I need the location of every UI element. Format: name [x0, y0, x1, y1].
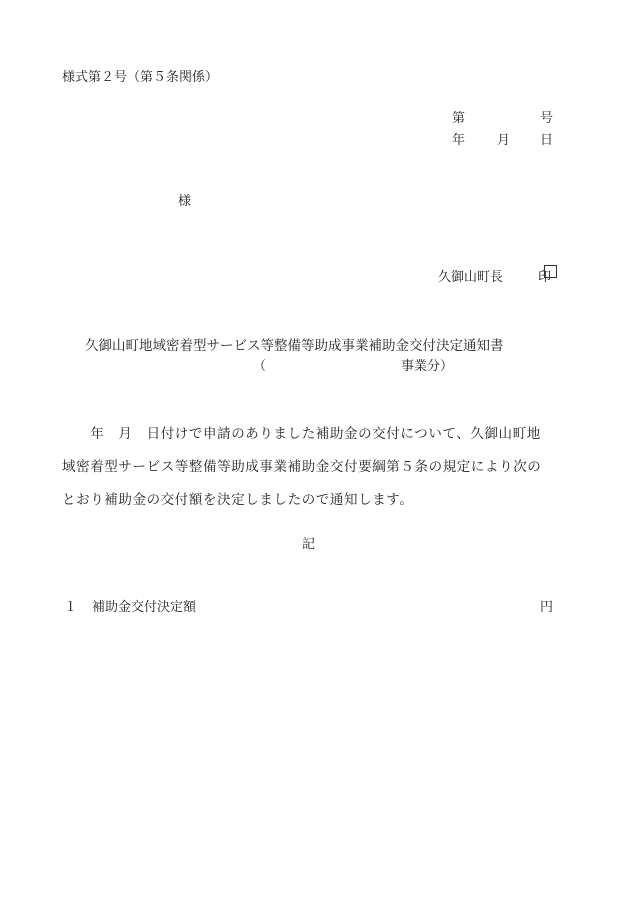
body-paragraph: [62, 418, 556, 517]
body-line-2: 域密着型サービス等整備等助成事業補助金交付要綱第５条の規定により次の: [62, 459, 542, 475]
addressee-suffix: 様: [178, 194, 192, 209]
issuer-title: 久御山町長: [438, 270, 504, 285]
body-line-3: とおり補助金の交付額を決定しましたので通知します。: [62, 492, 414, 508]
issuer-seal: 印: [538, 270, 552, 285]
doc-number-prefix: 第: [452, 111, 466, 126]
date-year: 年: [452, 133, 466, 148]
ki-marker: 記: [302, 537, 316, 552]
body-line-1: 年 月 日付けで申請のありました補助金の交付について、久御山町地: [62, 426, 541, 442]
doc-number-suffix: 号: [540, 111, 554, 126]
document-title: 久御山町地域密着型サービス等整備等助成事業補助金交付決定通知書: [85, 338, 504, 354]
title-open-paren: （: [253, 359, 267, 374]
item-number: １: [64, 600, 78, 615]
item-unit: 円: [540, 600, 554, 615]
date-month: 月: [497, 133, 511, 148]
form-label: 様式第２号（第５条関係）: [62, 70, 219, 85]
title-business-label: 事業分）: [401, 359, 454, 374]
seal-box-icon: [544, 265, 557, 278]
item-label: 補助金交付決定額: [92, 600, 197, 615]
date-day: 日: [540, 133, 554, 148]
